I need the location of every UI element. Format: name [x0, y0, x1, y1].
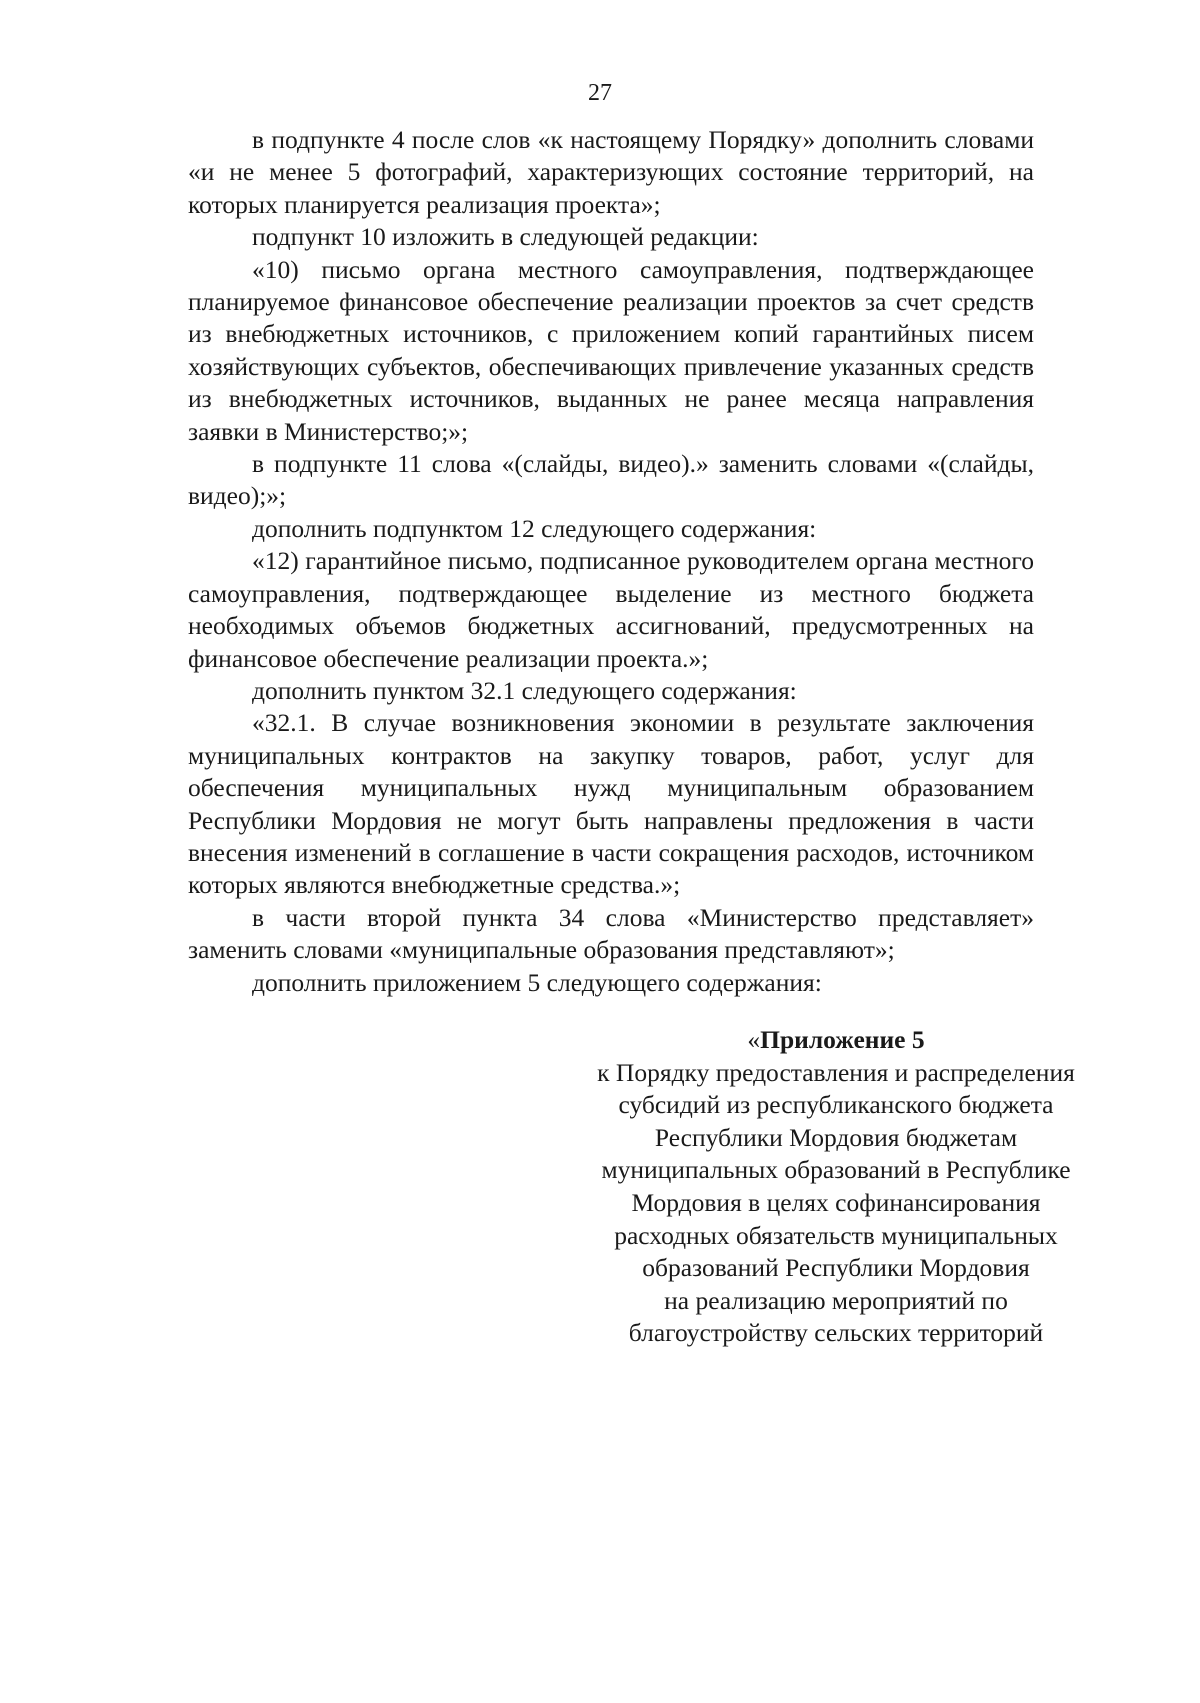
- appendix-title-text: Приложение 5: [760, 1025, 925, 1054]
- appendix-line: на реализацию мероприятий по: [664, 1285, 1008, 1315]
- paragraph: дополнить приложением 5 следующего содержания:: [252, 967, 822, 997]
- paragraph: в подпункте 4 после слов «к настоящему Порядку» дополнить словами «и не менее 5 фотографий, характеризующих состояние территорий, на которых планируется реализация проекта»;: [188, 125, 1034, 219]
- appendix-line: к Порядку предоставления и распределения: [597, 1057, 1075, 1087]
- paragraph: «32.1. В случае возникновения экономии в результате заключения муниципальных контрактов на закупку товаров, работ, услуг для обеспечения муниципальных нужд муниципальным образованием Республики Мордовия не могут быть направлены предложения в части внесения изменений в соглашение в части сокращения расходов, источником которых являются внебюджетные средства.»;: [188, 708, 1034, 900]
- paragraph: в части второй пункта 34 слова «Министерство представляет» заменить словами «муниципальные образования представляют»;: [188, 902, 1034, 965]
- paragraph: дополнить пунктом 32.1 следующего содержания:: [252, 675, 797, 705]
- paragraph: подпункт 10 изложить в следующей редакции:: [252, 222, 759, 252]
- appendix-line: расходных обязательств муниципальных: [614, 1220, 1058, 1250]
- page-number: 27: [588, 80, 612, 106]
- appendix-line: Мордовия в целях софинансирования: [631, 1187, 1041, 1217]
- appendix-title: [566, 1024, 1106, 1057]
- paragraph: «12) гарантийное письмо, подписанное руководителем органа местного самоуправления, подтверждающее выделение из местного бюджета необходимых объемов бюджетных ассигнований, предусмотренных на финансовое обеспечение реализации проекта.»;: [188, 546, 1034, 673]
- paragraph: «10) письмо органа местного самоуправления, подтверждающее планируемое финансовое обеспечение реализации проектов за счет средств из внебюджетных источников, с приложением копий гарантийных писем хозяйствующих субъектов, обеспечивающих привлечение указанных средств из внебюджетных источников, выданных не ранее месяца направления заявки в Министерство;»;: [188, 254, 1034, 446]
- appendix-header: [566, 1024, 1106, 1350]
- appendix-line: субсидий из республиканского бюджета: [618, 1090, 1054, 1120]
- document-body: [188, 124, 1034, 999]
- appendix-line: образований Республики Мордовия: [642, 1253, 1030, 1283]
- appendix-line: муниципальных образований в Республике: [601, 1155, 1071, 1185]
- appendix-line: Республики Мордовия бюджетам: [654, 1122, 1018, 1152]
- paragraph: в подпункте 11 слова «(слайды, видео).» заменить словами «(слайды, видео);»;: [188, 449, 1034, 511]
- appendix-line: благоустройству сельских территорий: [628, 1318, 1044, 1348]
- paragraph: дополнить подпунктом 12 следующего содержания:: [252, 513, 817, 543]
- appendix-open-quote: «: [747, 1025, 761, 1054]
